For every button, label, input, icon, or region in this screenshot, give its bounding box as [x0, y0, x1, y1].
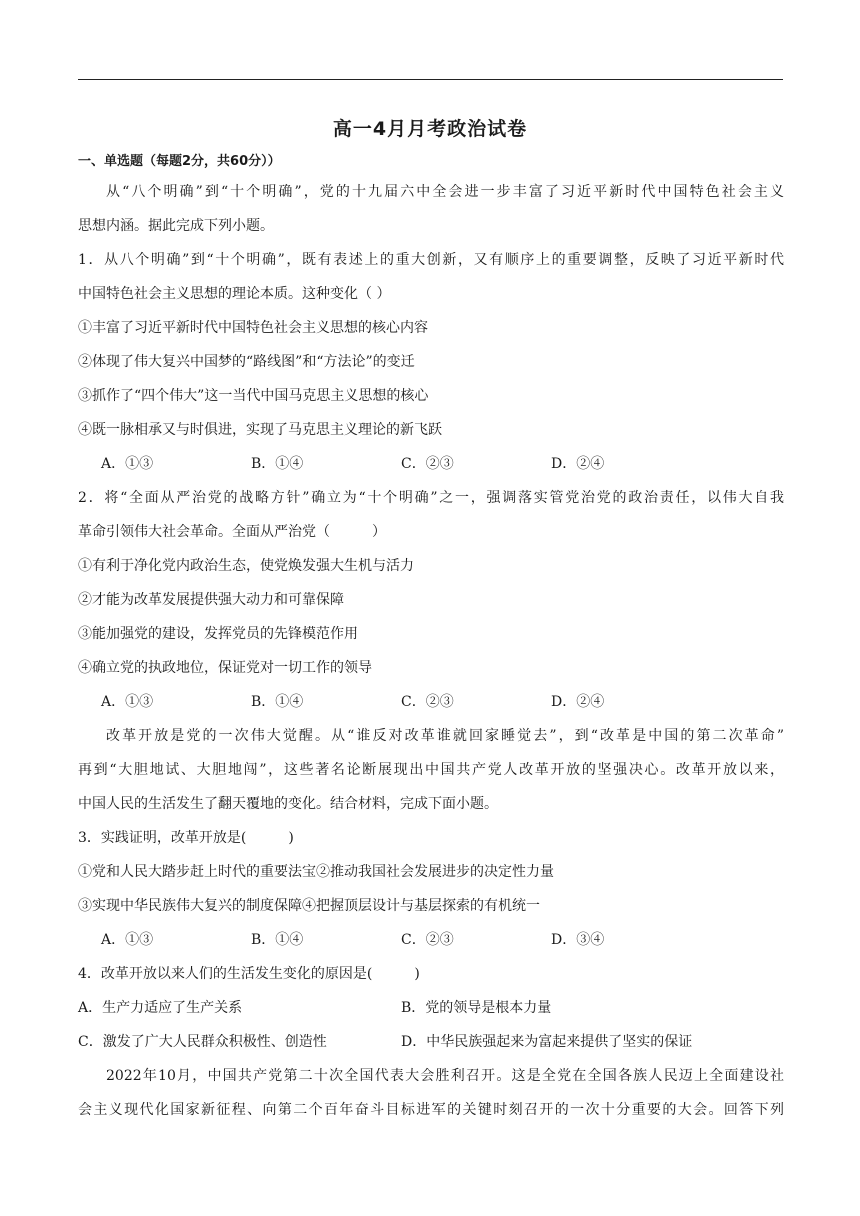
intro-paragraph-line: 思想内涵。据此完成下列小题。: [78, 218, 274, 234]
option-b[interactable]: B．党的领导是根本力量: [401, 1000, 552, 1016]
intro-paragraph-line: 从“八个明确”到“十个明确”，党的十九届六中全会进一步丰富了习近平新时代中国特色社会主义: [106, 184, 784, 200]
intro-paragraph-line: 2022年10月，中国共产党第二十次全国代表大会胜利召开。这是全党在全国各族人民迈上全面建设社: [106, 1068, 784, 1084]
question-3-item: ③实现中华民族伟大复兴的制度保障④把握顶层设计与基层探索的有机统一: [78, 898, 540, 914]
section-heading: 一、单选题（每题2分，共60分））: [78, 154, 281, 169]
question-2-options: [78, 685, 784, 719]
question-2-stem: 2．将“全面从严治党的战略方针”确立为“十个明确”之一，强调落实管党治党的政治责任，以伟大自我: [78, 490, 784, 506]
option-c[interactable]: C．②③: [401, 694, 454, 710]
question-1-item: ②体现了伟大复兴中国梦的“路线图”和“方法论”的变迁: [78, 354, 415, 370]
intro-paragraph-line: 改革开放是党的一次伟大觉醒。从“谁反对改革谁就回家睡觉去”，到“改革是中国的第二次革命”: [106, 728, 784, 744]
intro-paragraph-line: 再到“大胆地试、大胆地闯”，这些著名论断展现出中国共产党人改革开放的坚强决心。改革开放以来，: [78, 762, 784, 778]
question-2-item: ③能加强党的建设，发挥党员的先锋模范作用: [78, 626, 358, 642]
question-2-item: ②才能为改革发展提供强大动力和可靠保障: [78, 592, 344, 608]
question-1-item: ④既一脉相承又与时俱进，实现了马克思主义理论的新飞跃: [78, 422, 442, 438]
option-d[interactable]: D．②④: [551, 694, 605, 710]
option-a[interactable]: A．生产力适应了生产关系: [78, 1000, 243, 1016]
question-2-item: ①有利于净化党内政治生态，使党焕发强大生机与活力: [78, 558, 414, 574]
option-c[interactable]: C．②③: [401, 932, 454, 948]
header-rule: [78, 79, 783, 80]
option-b[interactable]: B．①④: [251, 456, 304, 472]
question-2-stem: 革命引领伟大社会革命。全面从严治党（ ）: [78, 524, 386, 540]
question-1-item: ③抓作了“四个伟大”这一当代中国马克思主义思想的核心: [78, 388, 429, 404]
option-d[interactable]: D．中华民族强起来为富起来提供了坚实的保证: [401, 1034, 693, 1050]
option-c[interactable]: C．②③: [401, 456, 454, 472]
option-b[interactable]: B．①④: [251, 694, 304, 710]
question-4-options-row: [78, 991, 784, 1025]
exam-content: [78, 175, 784, 1127]
question-1-item: ①丰富了习近平新时代中国特色社会主义思想的核心内容: [78, 320, 428, 336]
question-1-options: [78, 447, 784, 481]
option-c[interactable]: C．激发了广大人民群众积极性、创造性: [78, 1034, 327, 1050]
option-a[interactable]: A．①③: [101, 932, 154, 948]
intro-paragraph-line: 会主义现代化国家新征程、向第二个百年奋斗目标进军的关键时刻召开的一次十分重要的大会。回答下列: [78, 1102, 784, 1118]
question-1-stem: 1．从八个明确”到“十个明确”，既有表述上的重大创新，又有顺序上的重要调整，反映了习近平新时代: [78, 252, 784, 268]
question-4-options-row: [78, 1025, 784, 1059]
page-title: 高一4月月考政治试卷: [332, 118, 528, 140]
option-d[interactable]: D．③④: [551, 932, 605, 948]
question-3-options: [78, 923, 784, 957]
option-a[interactable]: A．①③: [101, 456, 154, 472]
option-a[interactable]: A．①③: [101, 694, 154, 710]
question-3-stem: 3．实践证明，改革开放是( ): [78, 830, 294, 846]
option-d[interactable]: D．②④: [551, 456, 605, 472]
question-1-stem: 中国特色社会主义思想的理论本质。这种变化（ ）: [78, 286, 391, 302]
question-3-item: ①党和人民大踏步赶上时代的重要法宝②推动我国社会发展进步的决定性力量: [78, 864, 554, 880]
intro-paragraph-line: 中国人民的生活发生了翻天覆地的变化。结合材料，完成下面小题。: [78, 796, 498, 812]
question-2-item: ④确立党的执政地位，保证党对一切工作的领导: [78, 660, 372, 676]
option-b[interactable]: B．①④: [251, 932, 304, 948]
question-4-stem: 4．改革开放以来人们的生活发生变化的原因是( ): [78, 966, 420, 982]
